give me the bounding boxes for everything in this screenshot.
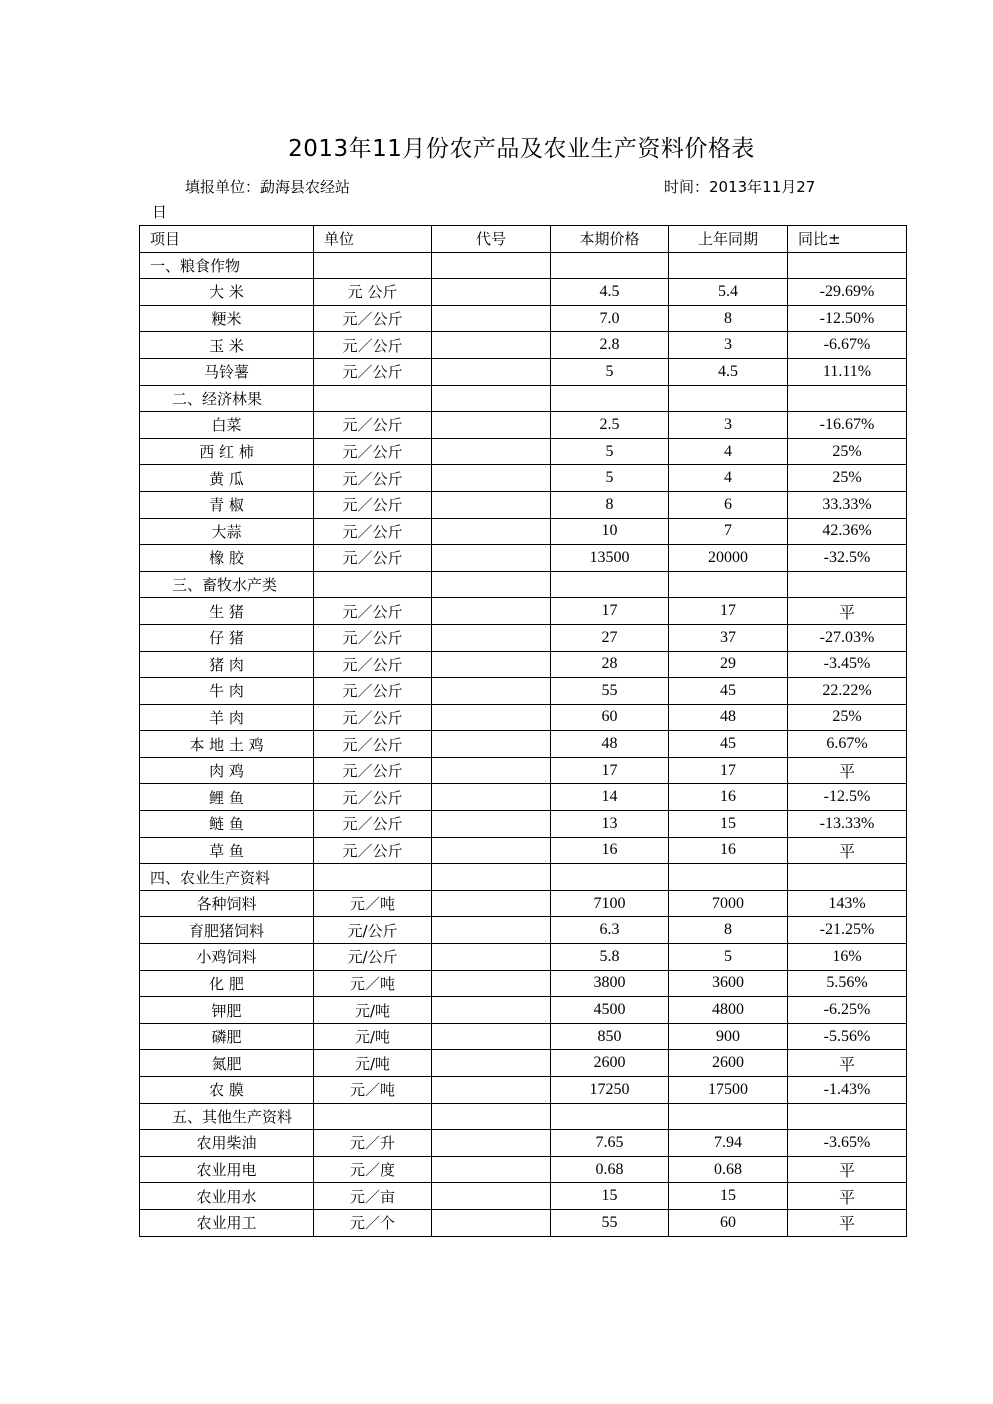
page-title: 2013年11月份农产品及农业生产资料价格表 <box>288 136 755 162</box>
table-row <box>140 678 907 705</box>
empty-cell <box>432 571 551 598</box>
current-price-cell: 6.3 <box>551 917 669 944</box>
last-year-price-cell: 8 <box>669 305 788 332</box>
item-name-cell: 大蒜 <box>140 518 314 545</box>
unit-cell: 元／公斤 <box>314 757 432 784</box>
current-price-cell: 55 <box>551 1209 669 1236</box>
last-year-price-cell: 4800 <box>669 997 788 1024</box>
unit-cell: 元／公斤 <box>314 678 432 705</box>
table-row <box>140 598 907 625</box>
unit-cell: 元／公斤 <box>314 598 432 625</box>
last-year-price-cell: 17500 <box>669 1077 788 1104</box>
table-section-row <box>140 385 907 412</box>
last-year-price-cell: 7.94 <box>669 1130 788 1157</box>
item-name-cell: 小鸡饲料 <box>140 944 314 971</box>
code-cell <box>432 757 551 784</box>
item-name-cell: 粳米 <box>140 305 314 332</box>
yoy-cell: 平 <box>788 1156 907 1183</box>
empty-cell <box>788 1103 907 1130</box>
unit-cell: 元/吨 <box>314 997 432 1024</box>
table-row <box>140 970 907 997</box>
code-cell <box>432 944 551 971</box>
empty-cell <box>432 385 551 412</box>
code-cell <box>432 412 551 439</box>
last-year-price-cell: 15 <box>669 1183 788 1210</box>
unit-cell: 元／公斤 <box>314 704 432 731</box>
unit-cell: 元／公斤 <box>314 545 432 572</box>
empty-cell <box>314 252 432 279</box>
current-price-cell: 55 <box>551 678 669 705</box>
table-row <box>140 1023 907 1050</box>
yoy-cell: 22.22% <box>788 678 907 705</box>
unit-cell: 元／公斤 <box>314 465 432 492</box>
unit-cell: 元／公斤 <box>314 811 432 838</box>
code-cell <box>432 1050 551 1077</box>
table-header-row <box>140 226 907 253</box>
table-row <box>140 465 907 492</box>
yoy-cell: 平 <box>788 1209 907 1236</box>
unit-cell: 元／公斤 <box>314 412 432 439</box>
item-name-cell: 磷肥 <box>140 1023 314 1050</box>
table-row <box>140 1183 907 1210</box>
last-year-price-cell: 3 <box>669 332 788 359</box>
yoy-cell: 25% <box>788 465 907 492</box>
current-price-cell: 48 <box>551 731 669 758</box>
item-name-cell: 生 猪 <box>140 598 314 625</box>
code-cell <box>432 997 551 1024</box>
report-time: 时间：2013年11月27 <box>664 178 816 196</box>
last-year-price-cell: 2600 <box>669 1050 788 1077</box>
unit-cell: 元／吨 <box>314 970 432 997</box>
item-name-cell: 各种饲料 <box>140 890 314 917</box>
yoy-cell: -13.33% <box>788 811 907 838</box>
header-unit: 单位 <box>314 226 432 253</box>
table-row <box>140 890 907 917</box>
current-price-cell: 60 <box>551 704 669 731</box>
unit-cell: 元／公斤 <box>314 651 432 678</box>
last-year-price-cell: 15 <box>669 811 788 838</box>
table-row <box>140 651 907 678</box>
unit-cell: 元／公斤 <box>314 305 432 332</box>
code-cell <box>432 731 551 758</box>
section-title: 一、粮食作物 <box>140 252 314 279</box>
table-section-row <box>140 864 907 891</box>
last-year-price-cell: 900 <box>669 1023 788 1050</box>
report-time-day: 日 <box>152 203 168 221</box>
item-name-cell: 大 米 <box>140 279 314 306</box>
current-price-cell: 850 <box>551 1023 669 1050</box>
header-current-price: 本期价格 <box>551 226 669 253</box>
table-row <box>140 491 907 518</box>
code-cell <box>432 305 551 332</box>
yoy-cell: -1.43% <box>788 1077 907 1104</box>
table-row <box>140 545 907 572</box>
unit-cell: 元／公斤 <box>314 438 432 465</box>
table-row <box>140 305 907 332</box>
header-last-year: 上年同期 <box>669 226 788 253</box>
yoy-cell: 42.36% <box>788 518 907 545</box>
last-year-price-cell: 7 <box>669 518 788 545</box>
current-price-cell: 5 <box>551 358 669 385</box>
last-year-price-cell: 29 <box>669 651 788 678</box>
empty-cell <box>314 571 432 598</box>
item-name-cell: 牛 肉 <box>140 678 314 705</box>
unit-cell: 元／公斤 <box>314 731 432 758</box>
section-title: 五、其他生产资料 <box>140 1103 314 1130</box>
unit-cell: 元 公斤 <box>314 279 432 306</box>
table-row <box>140 731 907 758</box>
code-cell <box>432 837 551 864</box>
yoy-cell: -3.45% <box>788 651 907 678</box>
item-name-cell: 农业用水 <box>140 1183 314 1210</box>
empty-cell <box>551 571 669 598</box>
current-price-cell: 7.0 <box>551 305 669 332</box>
yoy-cell: 16% <box>788 944 907 971</box>
item-name-cell: 马铃薯 <box>140 358 314 385</box>
yoy-cell: -29.69% <box>788 279 907 306</box>
yoy-cell: 33.33% <box>788 491 907 518</box>
price-table <box>139 225 907 1237</box>
current-price-cell: 3800 <box>551 970 669 997</box>
code-cell <box>432 1209 551 1236</box>
current-price-cell: 2.5 <box>551 412 669 439</box>
empty-cell <box>432 864 551 891</box>
current-price-cell: 5 <box>551 465 669 492</box>
empty-cell <box>432 252 551 279</box>
code-cell <box>432 784 551 811</box>
table-row <box>140 811 907 838</box>
code-cell <box>432 518 551 545</box>
last-year-price-cell: 0.68 <box>669 1156 788 1183</box>
empty-cell <box>669 864 788 891</box>
empty-cell <box>788 252 907 279</box>
yoy-cell: 平 <box>788 757 907 784</box>
item-name-cell: 白菜 <box>140 412 314 439</box>
code-cell <box>432 358 551 385</box>
unit-cell: 元／升 <box>314 1130 432 1157</box>
table-row <box>140 279 907 306</box>
table-section-row <box>140 571 907 598</box>
code-cell <box>432 970 551 997</box>
current-price-cell: 7.65 <box>551 1130 669 1157</box>
current-price-cell: 17250 <box>551 1077 669 1104</box>
table-row <box>140 412 907 439</box>
unit-cell: 元/公斤 <box>314 917 432 944</box>
code-cell <box>432 598 551 625</box>
empty-cell <box>669 1103 788 1130</box>
yoy-cell: 5.56% <box>788 970 907 997</box>
item-name-cell: 仔 猪 <box>140 624 314 651</box>
reporting-unit: 填报单位：勐海县农经站 <box>185 178 351 196</box>
empty-cell <box>551 252 669 279</box>
current-price-cell: 7100 <box>551 890 669 917</box>
last-year-price-cell: 45 <box>669 731 788 758</box>
last-year-price-cell: 7000 <box>669 890 788 917</box>
unit-cell: 元／公斤 <box>314 784 432 811</box>
last-year-price-cell: 20000 <box>669 545 788 572</box>
item-name-cell: 钾肥 <box>140 997 314 1024</box>
section-title: 四、农业生产资料 <box>140 864 314 891</box>
last-year-price-cell: 5.4 <box>669 279 788 306</box>
unit-cell: 元／吨 <box>314 890 432 917</box>
item-name-cell: 鲢 鱼 <box>140 811 314 838</box>
table-section-row <box>140 252 907 279</box>
unit-cell: 元/吨 <box>314 1050 432 1077</box>
empty-cell <box>788 864 907 891</box>
table-row <box>140 1156 907 1183</box>
table-row <box>140 624 907 651</box>
yoy-cell: -3.65% <box>788 1130 907 1157</box>
unit-cell: 元／公斤 <box>314 491 432 518</box>
item-name-cell: 农业用电 <box>140 1156 314 1183</box>
last-year-price-cell: 45 <box>669 678 788 705</box>
table-row <box>140 1050 907 1077</box>
item-name-cell: 农业用工 <box>140 1209 314 1236</box>
unit-cell: 元／公斤 <box>314 332 432 359</box>
yoy-cell: -5.56% <box>788 1023 907 1050</box>
last-year-price-cell: 4.5 <box>669 358 788 385</box>
current-price-cell: 2600 <box>551 1050 669 1077</box>
yoy-cell: -12.50% <box>788 305 907 332</box>
empty-cell <box>788 385 907 412</box>
code-cell <box>432 279 551 306</box>
table-row <box>140 997 907 1024</box>
table-row <box>140 917 907 944</box>
current-price-cell: 15 <box>551 1183 669 1210</box>
table-row <box>140 757 907 784</box>
table-row <box>140 837 907 864</box>
code-cell <box>432 678 551 705</box>
table-row <box>140 438 907 465</box>
current-price-cell: 2.8 <box>551 332 669 359</box>
code-cell <box>432 624 551 651</box>
yoy-cell: 25% <box>788 438 907 465</box>
code-cell <box>432 1183 551 1210</box>
empty-cell <box>314 385 432 412</box>
last-year-price-cell: 17 <box>669 598 788 625</box>
unit-cell: 元／公斤 <box>314 624 432 651</box>
empty-cell <box>788 571 907 598</box>
current-price-cell: 10 <box>551 518 669 545</box>
item-name-cell: 农用柴油 <box>140 1130 314 1157</box>
last-year-price-cell: 6 <box>669 491 788 518</box>
header-code: 代号 <box>432 226 551 253</box>
table-row <box>140 784 907 811</box>
last-year-price-cell: 16 <box>669 837 788 864</box>
last-year-price-cell: 4 <box>669 465 788 492</box>
code-cell <box>432 1077 551 1104</box>
table-row <box>140 1130 907 1157</box>
code-cell <box>432 545 551 572</box>
yoy-cell: 25% <box>788 704 907 731</box>
code-cell <box>432 332 551 359</box>
last-year-price-cell: 17 <box>669 757 788 784</box>
current-price-cell: 17 <box>551 757 669 784</box>
last-year-price-cell: 60 <box>669 1209 788 1236</box>
last-year-price-cell: 3 <box>669 412 788 439</box>
table-row <box>140 1077 907 1104</box>
current-price-cell: 13 <box>551 811 669 838</box>
unit-cell: 元／公斤 <box>314 518 432 545</box>
item-name-cell: 氮肥 <box>140 1050 314 1077</box>
code-cell <box>432 890 551 917</box>
code-cell <box>432 438 551 465</box>
unit-cell: 元／度 <box>314 1156 432 1183</box>
item-name-cell: 化 肥 <box>140 970 314 997</box>
yoy-cell: 11.11% <box>788 358 907 385</box>
empty-cell <box>551 385 669 412</box>
current-price-cell: 28 <box>551 651 669 678</box>
unit-cell: 元／亩 <box>314 1183 432 1210</box>
table-section-row <box>140 1103 907 1130</box>
current-price-cell: 27 <box>551 624 669 651</box>
item-name-cell: 猪 肉 <box>140 651 314 678</box>
item-name-cell: 西 红 柿 <box>140 438 314 465</box>
yoy-cell: -12.5% <box>788 784 907 811</box>
unit-cell: 元／公斤 <box>314 358 432 385</box>
yoy-cell: -21.25% <box>788 917 907 944</box>
unit-cell: 元/吨 <box>314 1023 432 1050</box>
current-price-cell: 5 <box>551 438 669 465</box>
code-cell <box>432 917 551 944</box>
unit-cell: 元／公斤 <box>314 837 432 864</box>
item-name-cell: 青 椒 <box>140 491 314 518</box>
empty-cell <box>669 385 788 412</box>
empty-cell <box>314 1103 432 1130</box>
current-price-cell: 8 <box>551 491 669 518</box>
item-name-cell: 橡 胶 <box>140 545 314 572</box>
last-year-price-cell: 3600 <box>669 970 788 997</box>
current-price-cell: 17 <box>551 598 669 625</box>
last-year-price-cell: 16 <box>669 784 788 811</box>
yoy-cell: -27.03% <box>788 624 907 651</box>
code-cell <box>432 1023 551 1050</box>
section-title: 二、经济林果 <box>140 385 314 412</box>
current-price-cell: 13500 <box>551 545 669 572</box>
current-price-cell: 14 <box>551 784 669 811</box>
unit-cell: 元／个 <box>314 1209 432 1236</box>
code-cell <box>432 651 551 678</box>
code-cell <box>432 811 551 838</box>
code-cell <box>432 1130 551 1157</box>
current-price-cell: 16 <box>551 837 669 864</box>
table-row <box>140 704 907 731</box>
header-item: 项目 <box>140 226 314 253</box>
yoy-cell: 平 <box>788 1183 907 1210</box>
item-name-cell: 玉 米 <box>140 332 314 359</box>
code-cell <box>432 1156 551 1183</box>
last-year-price-cell: 8 <box>669 917 788 944</box>
item-name-cell: 农 膜 <box>140 1077 314 1104</box>
last-year-price-cell: 4 <box>669 438 788 465</box>
yoy-cell: 平 <box>788 1050 907 1077</box>
code-cell <box>432 704 551 731</box>
empty-cell <box>314 864 432 891</box>
unit-cell: 元／吨 <box>314 1077 432 1104</box>
current-price-cell: 4.5 <box>551 279 669 306</box>
yoy-cell: -16.67% <box>788 412 907 439</box>
table-row <box>140 358 907 385</box>
yoy-cell: -6.67% <box>788 332 907 359</box>
section-title: 三、畜牧水产类 <box>140 571 314 598</box>
table-row <box>140 944 907 971</box>
current-price-cell: 0.68 <box>551 1156 669 1183</box>
yoy-cell: -32.5% <box>788 545 907 572</box>
code-cell <box>432 465 551 492</box>
item-name-cell: 育肥猪饲料 <box>140 917 314 944</box>
table-row <box>140 1209 907 1236</box>
item-name-cell: 羊 肉 <box>140 704 314 731</box>
last-year-price-cell: 48 <box>669 704 788 731</box>
last-year-price-cell: 5 <box>669 944 788 971</box>
current-price-cell: 5.8 <box>551 944 669 971</box>
yoy-cell: 平 <box>788 837 907 864</box>
yoy-cell: -6.25% <box>788 997 907 1024</box>
item-name-cell: 草 鱼 <box>140 837 314 864</box>
table-row <box>140 518 907 545</box>
yoy-cell: 平 <box>788 598 907 625</box>
item-name-cell: 肉 鸡 <box>140 757 314 784</box>
yoy-cell: 143% <box>788 890 907 917</box>
empty-cell <box>432 1103 551 1130</box>
item-name-cell: 黄 瓜 <box>140 465 314 492</box>
current-price-cell: 4500 <box>551 997 669 1024</box>
empty-cell <box>669 571 788 598</box>
empty-cell <box>669 252 788 279</box>
item-name-cell: 本 地 土 鸡 <box>140 731 314 758</box>
header-yoy: 同比± <box>788 226 907 253</box>
empty-cell <box>551 1103 669 1130</box>
item-name-cell: 鲤 鱼 <box>140 784 314 811</box>
code-cell <box>432 491 551 518</box>
yoy-cell: 6.67% <box>788 731 907 758</box>
empty-cell <box>551 864 669 891</box>
table-row <box>140 332 907 359</box>
unit-cell: 元/公斤 <box>314 944 432 971</box>
last-year-price-cell: 37 <box>669 624 788 651</box>
